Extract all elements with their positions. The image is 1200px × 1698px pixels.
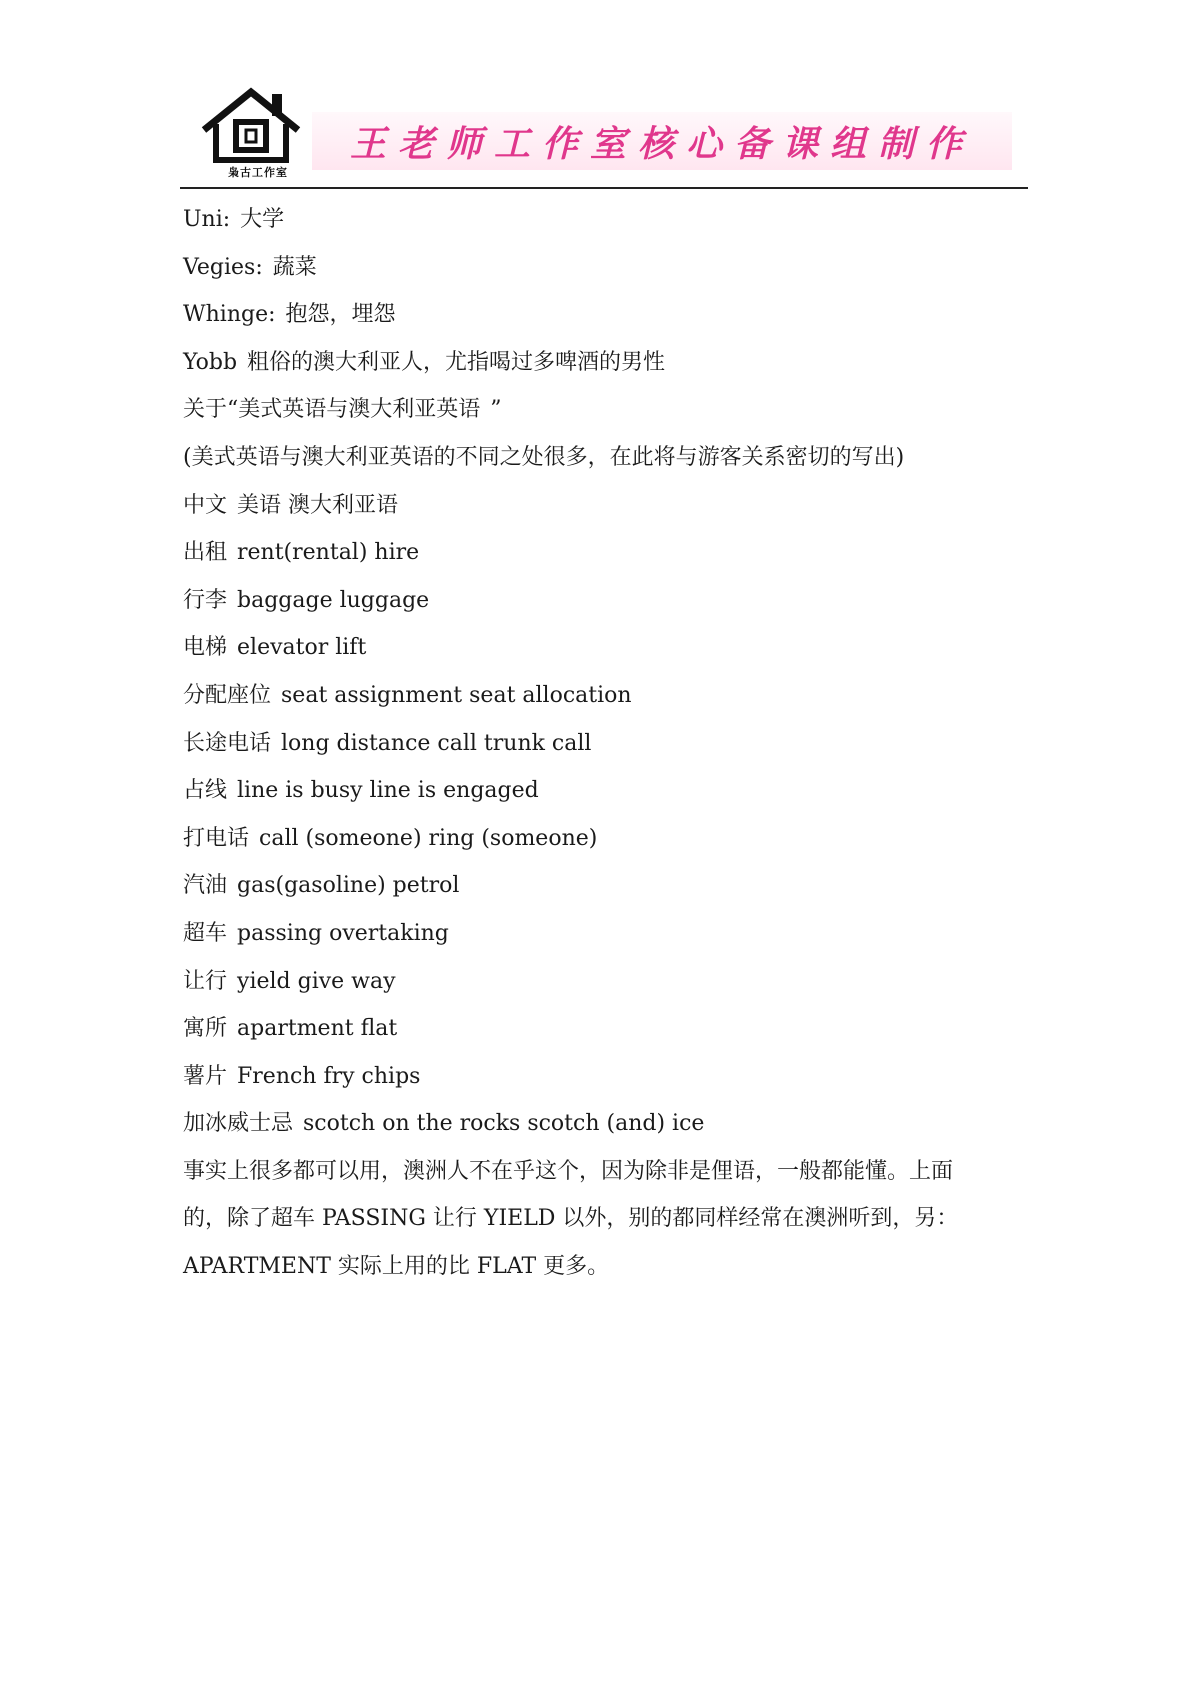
english-terms: elevator lift [237, 635, 367, 661]
comparison-line [183, 720, 1028, 768]
section-heading [183, 386, 1028, 434]
header-divider [180, 187, 1028, 189]
chinese-term: 电梯 [183, 635, 228, 661]
comparison-line [183, 1100, 1028, 1148]
english-terms: rent(rental) hire [237, 540, 420, 566]
english-terms: call (someone) ring (someone) [259, 825, 598, 851]
english-terms: baggage luggage [237, 587, 430, 613]
note-text: (美式英语与澳大利亚英语的不同之处很多，在此将与游客关系密切的写出) [183, 444, 905, 470]
comparison-line [183, 815, 1028, 863]
vocab-line [183, 196, 1028, 244]
paragraph-line: 的，除了超车 PASSING 让行 YIELD 以外，别的都同样经常在澳洲听到，另： [183, 1206, 959, 1232]
vocab-meaning: 抱怨，埋怨 [285, 302, 396, 328]
english-terms: apartment flat [237, 1016, 398, 1042]
chinese-term: 出租 [183, 540, 228, 566]
comparison-line [183, 958, 1028, 1006]
english-terms: gas(gasoline) petrol [237, 873, 460, 899]
english-terms: passing overtaking [237, 920, 449, 946]
document-body [183, 196, 1028, 1291]
vocab-line [183, 244, 1028, 292]
comparison-line [183, 910, 1028, 958]
vocab-meaning: 粗俗的澳大利亚人，尤指喝过多啤酒的男性 [247, 349, 666, 375]
heading-quote: ” [490, 397, 502, 423]
english-terms: line is busy line is engaged [237, 778, 539, 804]
header-banner [312, 112, 1012, 170]
logo-caption: 枭古工作室 [228, 166, 288, 179]
english-terms: yield give way [237, 968, 396, 994]
vocab-line [183, 291, 1028, 339]
english-terms: long distance call trunk call [281, 730, 592, 756]
house-logo-icon [198, 84, 304, 184]
chinese-term: 寓所 [183, 1016, 228, 1042]
comparison-line [183, 767, 1028, 815]
comparison-line [183, 1053, 1028, 1101]
chinese-term: 打电话 [183, 825, 250, 851]
vocab-meaning: 大学 [240, 207, 285, 232]
chinese-term: 分配座位 [183, 682, 272, 708]
column-chinese: 中文 [183, 492, 228, 518]
paragraph-line: APARTMENT 实际上用的比 FLAT 更多。 [183, 1254, 610, 1280]
column-english: 美语 澳大利亚语 [237, 492, 399, 518]
table-header-line [183, 482, 1028, 530]
english-terms: French fry chips [237, 1063, 421, 1089]
comparison-line [183, 624, 1028, 672]
chinese-term: 让行 [183, 968, 228, 994]
chinese-term: 超车 [183, 920, 228, 946]
chinese-term: 行李 [183, 587, 228, 613]
english-terms: seat assignment seat allocation [281, 682, 632, 708]
vocab-term: Vegies: [183, 254, 263, 280]
comparison-line [183, 862, 1028, 910]
vocab-meaning: 蔬菜 [272, 254, 317, 280]
vocab-line [183, 339, 1028, 387]
closing-paragraph [183, 1148, 1028, 1291]
paragraph-line: 事实上很多都可以用，澳洲人不在乎这个，因为除非是俚语，一般都能懂。上面 [183, 1158, 954, 1184]
chinese-term: 汽油 [183, 873, 228, 899]
english-terms: scotch on the rocks scotch (and) ice [303, 1111, 705, 1137]
section-note [183, 434, 1028, 482]
comparison-line [183, 529, 1028, 577]
chinese-term: 占线 [183, 778, 228, 804]
comparison-line [183, 672, 1028, 720]
comparison-line [183, 577, 1028, 625]
banner-title: 王老师工作室核心备课组制作 [349, 123, 974, 165]
chinese-term: 加冰威士忌 [183, 1111, 294, 1137]
vocab-term: Whinge: [183, 302, 276, 328]
heading-text: 关于“美式英语与澳大利亚英语 [183, 397, 481, 423]
vocab-term: Uni: [183, 207, 231, 232]
vocab-term: Yobb [183, 349, 238, 375]
page-header [180, 84, 1028, 188]
chinese-term: 薯片 [183, 1063, 228, 1089]
chinese-term: 长途电话 [183, 730, 272, 756]
comparison-line [183, 1005, 1028, 1053]
